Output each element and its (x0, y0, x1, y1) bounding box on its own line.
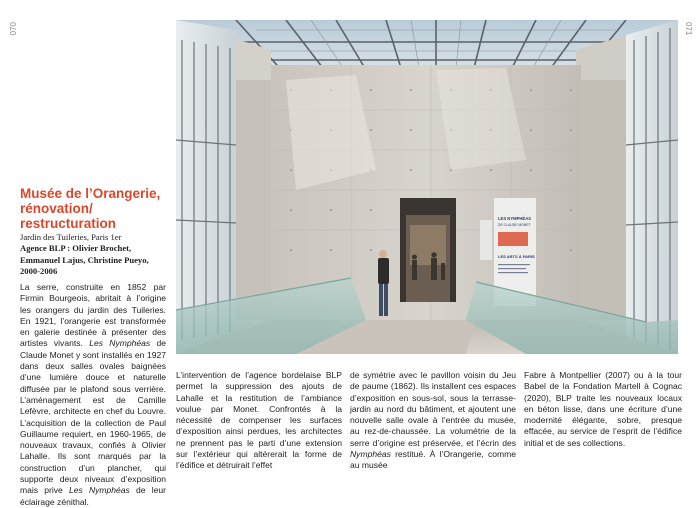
body-column-3 (350, 370, 516, 472)
project-location: Jardin des Tuileries, Paris 1er (20, 232, 122, 242)
page-number-right: 071 (684, 22, 693, 36)
agency-line: Emmanuel Lajus, Christine Pueyo, (20, 254, 149, 265)
artwork-title: Les Nymphéas (68, 485, 130, 496)
sign-arts-paris-title: LES ARTS À PARIS (498, 254, 535, 259)
article-title (20, 186, 180, 231)
body-text: Fabre à Montpellier (2007) ou à la tour Babel de la Fondation Martell à Cognac (2020), BLP traite les nouveaux locaux en béton lisse, dans une écriture d’une modernité élégante, sobre, presque effacée, au service de l’esprit de l’édifice initial et de ses collections. (524, 370, 682, 448)
body-text: de symétrie avec le pavillon voisin du Jeu de paume (1862). Ils installent ces espaces d’exposition en sous-sol, sous la terrasse-jardin au nord du bâtiment, et ajoutent une nouvelle salle ovale à l’entrée du musée, au rez-de-chaussée. La volumétrie de la serre d’origine est préservée, et l’écrin des (350, 370, 516, 448)
museum-interior-photo (176, 20, 678, 354)
title-line: Musée de l’Orangerie, (20, 186, 161, 201)
body-column-4 (524, 370, 682, 449)
sign-nympheas-title: LES NYMPHÉAS (498, 216, 532, 221)
sign-nympheas-subtitle: DE CLAUDE MONET (498, 223, 531, 227)
body-column-2 (176, 370, 342, 472)
artwork-title: Les Nymphéas (89, 338, 151, 349)
title-line: restructuration (20, 216, 117, 231)
artwork-title: Nymphéas (350, 449, 391, 460)
body-text: de Claude Monet y sont installés en 1927 dans deux salles ovales baignées d’une lumière douce et naturelle diffusée par le plafond sous verrière. L’aménagement est de Camille Lefèvre, architecte en chef du Louvre. L’acquisition de la collection de Paul Guillaume requiert, en 1960-1965, de nouveaux travaux, confiés à Olivier Lahalle. Ils sont marqués par la construction d’un plancher, qui supporte deux niveaux d’exposition mais prive (20, 338, 166, 496)
agency-line: 2000-2006 (20, 265, 58, 276)
body-text: de leur éclairage zénithal. (20, 485, 166, 507)
page-number-left: 070 (9, 22, 18, 36)
agency-line: Agence BLP : Olivier Brochet, (20, 243, 132, 254)
project-credits (20, 232, 180, 277)
title-line: rénovation/ (20, 201, 93, 216)
body-text: restitué. À l’Orangerie, comme au musée (350, 449, 516, 471)
body-text: L’intervention de l’agence bordelaise BLP permet la suppression des ajouts de Lahalle et la restitution de l’ambiance voulue par Monet. Confrontés à la nécessité de compenser les surfaces d’exposition ainsi perdues, les architectes ne prennent pas le parti d’une extension sur l’extérieur qui altérerait la forme de l’édifice et détruirait l’effet (176, 370, 342, 471)
body-text: La serre, construite en 1852 par Firmin Bourgeois, abritait à l’origine les orangers du jardin des Tuileries. En 1921, l’orangerie est transformée en galerie destinée à présenter des artistes vivants. (20, 282, 166, 349)
body-column-1 (20, 282, 166, 508)
